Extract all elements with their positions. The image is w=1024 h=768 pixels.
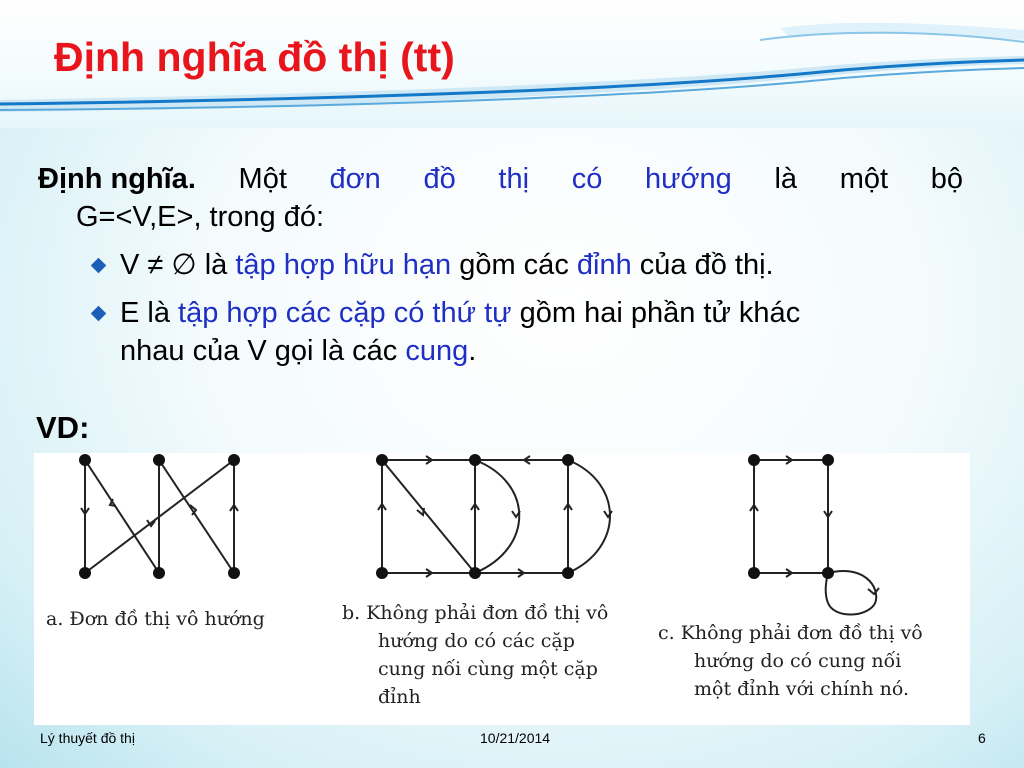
- diamond-bullet-icon: [91, 258, 107, 274]
- self-loop: [826, 571, 877, 615]
- graphs-svg: [34, 453, 970, 725]
- word-highlight: đồ: [423, 163, 456, 195]
- word-highlight: thị: [498, 163, 530, 195]
- graph-node: [376, 454, 388, 466]
- caption-c-line-2: hướng do có cung nối: [694, 650, 902, 672]
- graph-node: [748, 454, 760, 466]
- graph-node: [822, 454, 834, 466]
- word: Một: [238, 163, 287, 195]
- word-highlight: đơn: [329, 163, 381, 195]
- word: là: [774, 163, 798, 195]
- caption-c-line-1: c. Không phải đơn đồ thị vô: [658, 622, 923, 644]
- bullet-item-v: [38, 246, 963, 284]
- definition-line-1: [38, 160, 963, 198]
- caption-b-line-2: hướng do có các cặp: [378, 630, 575, 652]
- footer-course-name: Lý thuyết đồ thị: [40, 730, 135, 746]
- graph-node: [562, 454, 574, 466]
- bullet-text: gồm các: [451, 249, 577, 281]
- caption-b-line-1: b. Không phải đơn đồ thị vô: [342, 602, 609, 624]
- edge: [159, 460, 234, 573]
- graph-c-nodes: [748, 454, 834, 579]
- graph-node: [469, 454, 481, 466]
- bullet-text: của đồ thị.: [631, 249, 774, 281]
- graph-node: [79, 567, 91, 579]
- edge: [85, 460, 159, 573]
- graph-node: [748, 567, 760, 579]
- graph-node: [469, 567, 481, 579]
- bullet-highlight: đỉnh: [576, 249, 632, 281]
- bullet-item-e: [38, 294, 963, 370]
- example-label: VD:: [36, 410, 90, 445]
- edge-curve: [568, 460, 610, 573]
- graph-node: [822, 567, 834, 579]
- definition-line-2: G=<V,E>, trong đó:: [76, 201, 325, 233]
- bullet-text: nhau của V gọi là các: [120, 335, 406, 367]
- bullet-text: V ≠ ∅ là: [120, 249, 236, 281]
- bullet-text: gồm hai phần tử khác: [511, 297, 801, 329]
- graph-node: [376, 567, 388, 579]
- example-figure: [34, 453, 970, 725]
- graph-node: [153, 454, 165, 466]
- footer-page-number: 6: [978, 730, 986, 746]
- edge-curve: [475, 460, 519, 573]
- footer-date: 10/21/2014: [480, 730, 551, 746]
- caption-b-line-3: cung nối cùng một cặp: [378, 658, 598, 680]
- definition-label: Định nghĩa.: [38, 163, 196, 195]
- graph-c: [750, 456, 879, 615]
- caption-c-line-3: một đỉnh với chính nó.: [694, 678, 910, 700]
- graph-node: [228, 567, 240, 579]
- word: một: [839, 163, 889, 195]
- caption-a: a. Đơn đồ thị vô hướng: [46, 608, 265, 630]
- bullet-highlight: tập hợp các cặp có thứ tự: [178, 297, 512, 329]
- bullet-text: E là: [120, 297, 179, 329]
- arrow: [417, 508, 424, 515]
- caption-b-line-4: đỉnh: [378, 686, 421, 708]
- word-highlight: có: [571, 163, 603, 195]
- edge: [382, 460, 475, 573]
- page-title: Định nghĩa đồ thị (tt): [54, 34, 455, 80]
- diamond-bullet-icon: [91, 306, 107, 322]
- graph-node: [79, 454, 91, 466]
- graph-node: [153, 567, 165, 579]
- bullet-text-line-2: [120, 332, 963, 370]
- graph-node: [228, 454, 240, 466]
- bullet-highlight: cung: [405, 335, 469, 367]
- graph-a: [81, 460, 238, 573]
- graph-node: [562, 567, 574, 579]
- word: bộ: [930, 163, 963, 195]
- slide-content: [38, 160, 963, 370]
- bullet-highlight: tập hợp hữu hạn: [235, 249, 452, 281]
- arrow: [868, 588, 879, 594]
- word-highlight: hướng: [644, 163, 732, 195]
- graph-b: [378, 456, 612, 577]
- bullet-text: .: [468, 335, 477, 367]
